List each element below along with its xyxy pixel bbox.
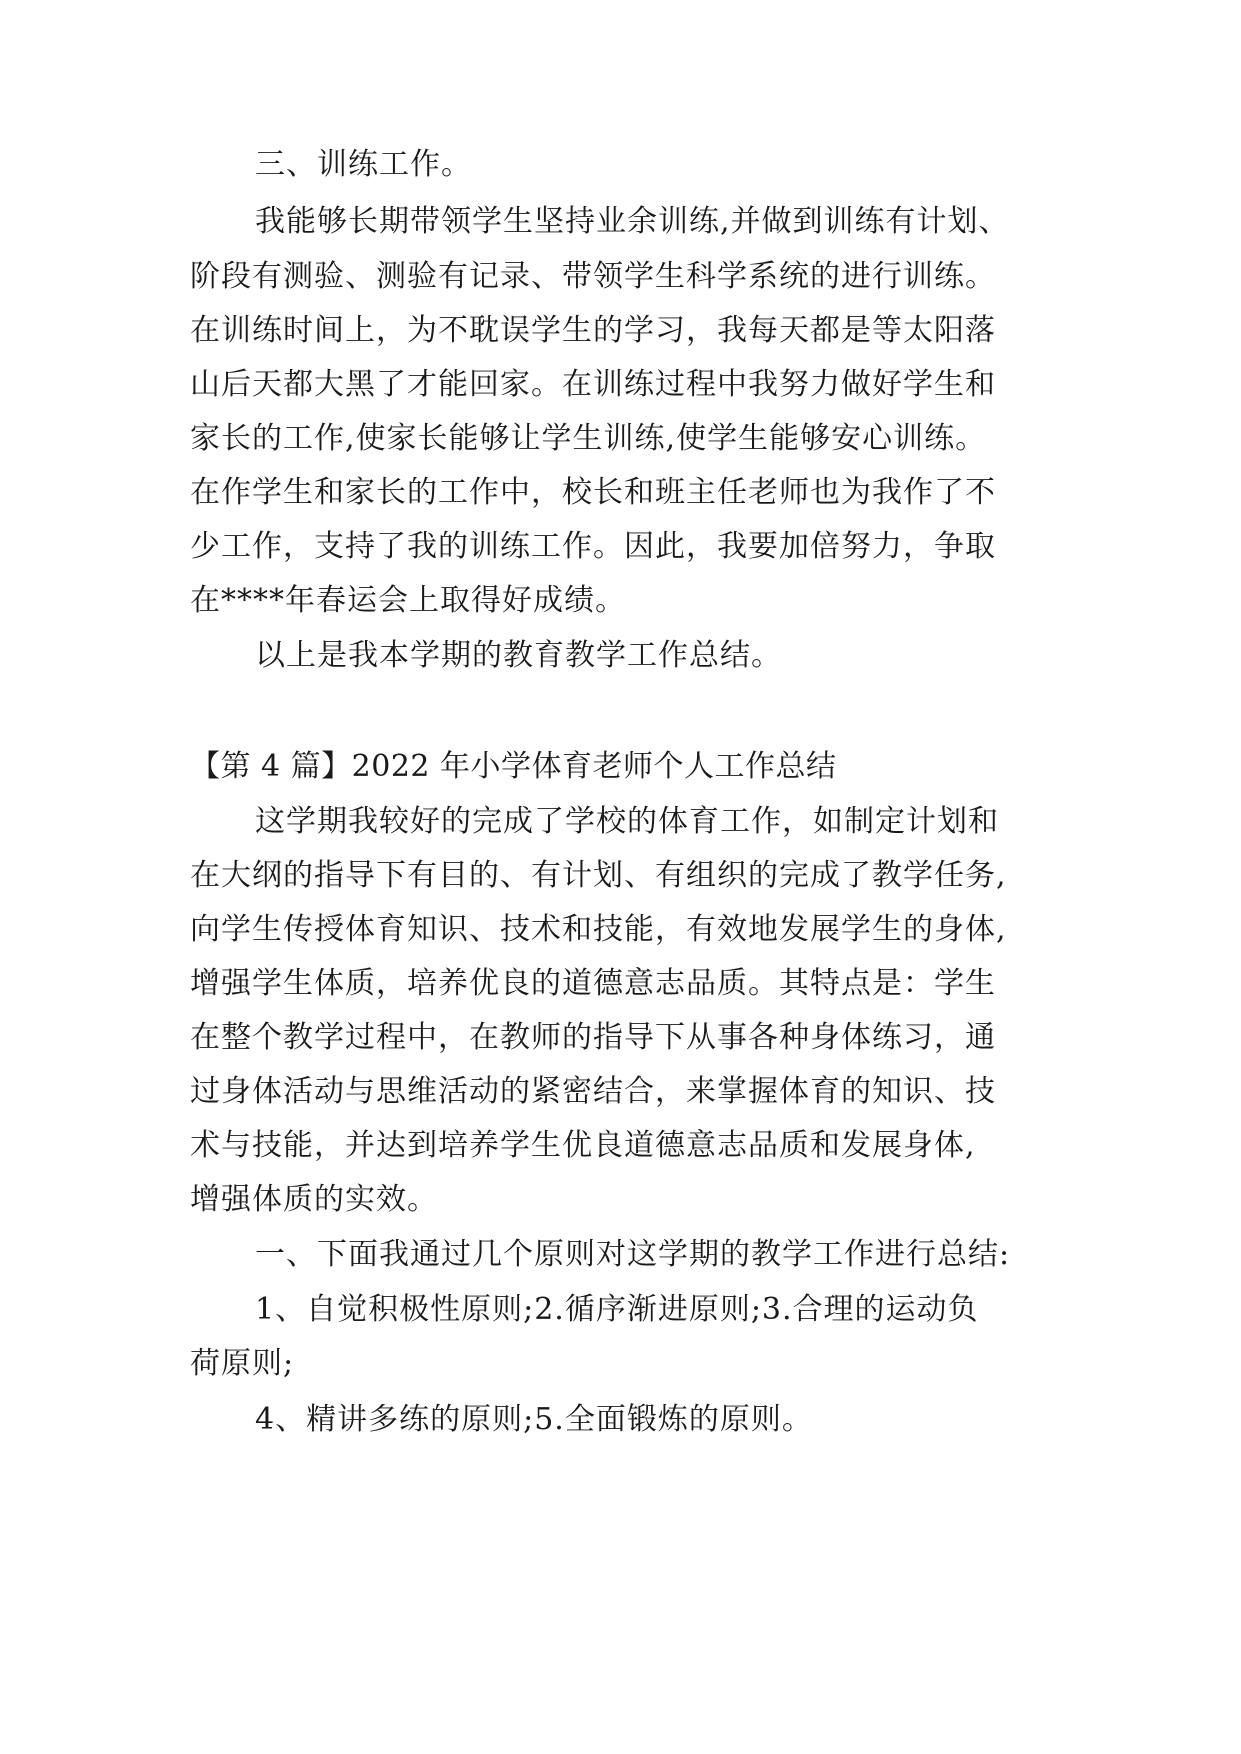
principles-line: 1、自觉积极性原则;2.循序渐进原则;3.合理的运动负: [255, 1292, 979, 1327]
paragraph-line: 过身体活动与思维活动的紧密结合，来掌握体育的知识、技: [190, 1074, 996, 1109]
paragraph-line: 家长的工作,使家长能够让学生训练,使学生能够安心训练。: [190, 421, 987, 456]
paragraph-line: 增强体质的实效。: [190, 1182, 438, 1217]
paragraph-line: 我能够长期带领学生坚持业余训练,并做到训练有计划、: [255, 204, 1010, 239]
paragraph-line: 向学生传授体育知识、技术和技能，有效地发展学生的身体,: [190, 912, 1007, 947]
principles-line: 荷原则;: [190, 1346, 295, 1381]
paragraph-line: 在大纲的指导下有目的、有计划、有组织的完成了教学任务,: [190, 858, 1007, 893]
article-title: 【第 4 篇】2022 年小学体育老师个人工作总结: [190, 749, 837, 784]
paragraph-line: 阶段有测验、测验有记录、带领学生科学系统的进行训练。: [190, 259, 996, 294]
principles-intro: 一、下面我通过几个原则对这学期的教学工作进行总结:: [255, 1237, 1011, 1272]
paragraph-line: 在整个教学过程中，在教师的指导下从事各种身体练习，通: [190, 1020, 996, 1055]
paragraph-line: 少工作，支持了我的训练工作。因此，我要加倍努力，争取: [190, 529, 996, 564]
paragraph-line: 术与技能，并达到培养学生优良道德意志品质和发展身体,: [190, 1128, 976, 1163]
paragraph-line: 这学期我较好的完成了学校的体育工作，如制定计划和: [255, 804, 999, 839]
paragraph-line: 在作学生和家长的工作中，校长和班主任老师也为我作了不: [190, 475, 996, 510]
paragraph-line: 增强学生体质，培养优良的道德意志品质。其特点是：学生: [190, 966, 996, 1001]
closing-line: 以上是我本学期的教育教学工作总结。: [255, 638, 782, 673]
paragraph-line: 在****年春运会上取得好成绩。: [190, 583, 626, 618]
paragraph-line: 山后天都大黑了才能回家。在训练过程中我努力做好学生和: [190, 367, 996, 402]
section-heading: 三、训练工作。: [255, 147, 472, 182]
paragraph-line: 在训练时间上，为不耽误学生的学习，我每天都是等太阳落: [190, 313, 996, 348]
principles-line: 4、精讲多练的原则;5.全面锻炼的原则。: [255, 1402, 813, 1437]
